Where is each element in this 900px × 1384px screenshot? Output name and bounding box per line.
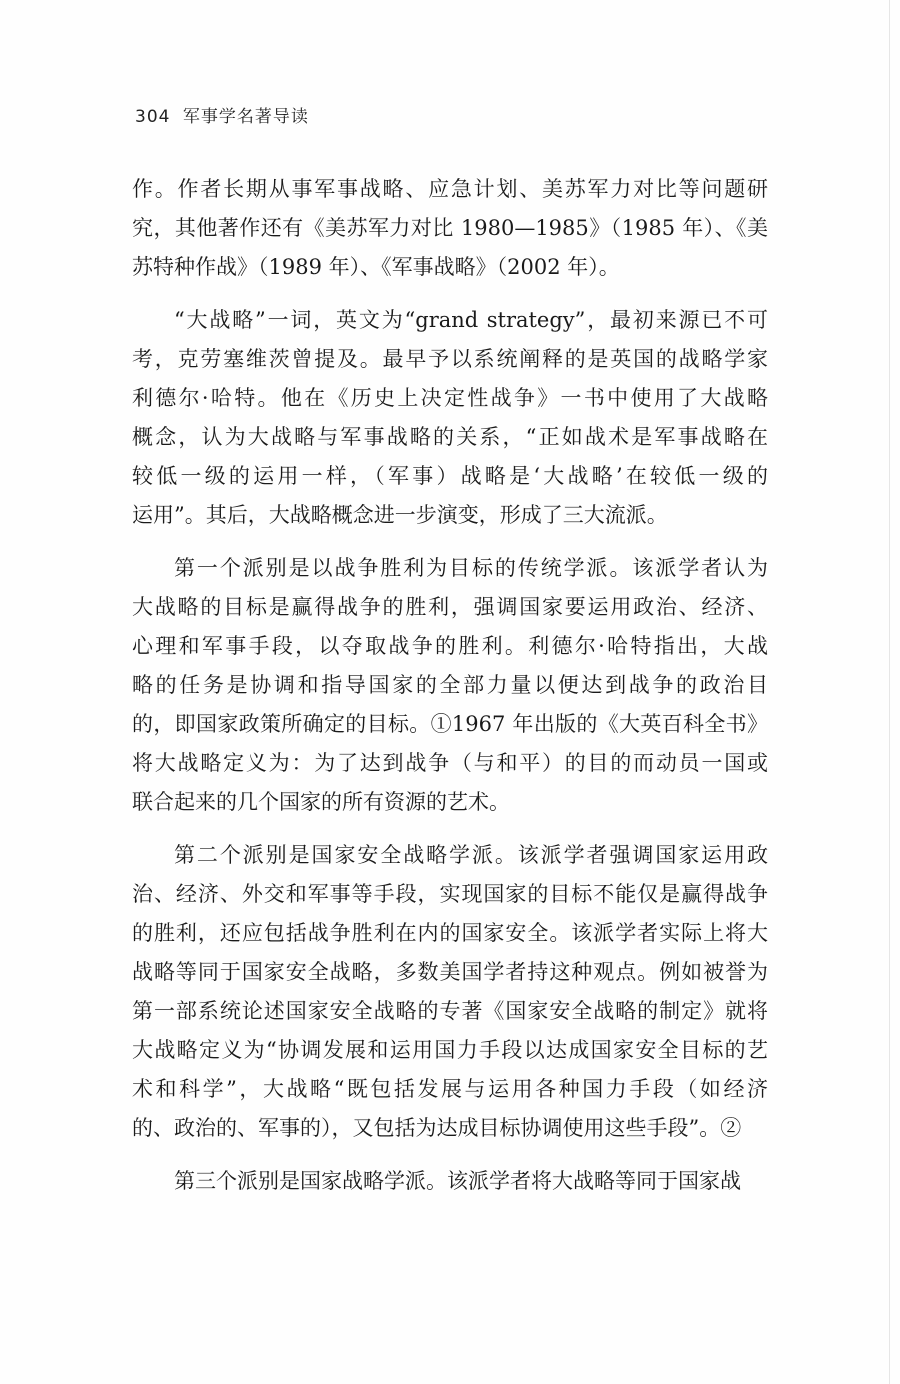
text-line: 术和科学”，大战略“既包括发展与运用各种国力手段（如经济 <box>132 1077 768 1101</box>
page-edge-divider <box>889 0 890 1384</box>
text-line: 联合起来的几个国家的所有资源的艺术。 <box>132 790 510 814</box>
text-line: “大战略”一词，英文为“grand strategy”，最初来源已不可 <box>174 308 768 332</box>
running-head <box>135 102 309 127</box>
text-line: 苏特种作战》（1989 年）、《军事战略》（2002 年）。 <box>132 255 620 279</box>
paragraph-5 <box>132 1162 768 1201</box>
text-line: 的，即国家政策所确定的目标。①1967 年出版的《大英百科全书》 <box>132 712 768 736</box>
text-line: 运用”。其后，大战略概念进一步演变，形成了三大流派。 <box>132 503 668 527</box>
text-line: 究，其他著作还有《美苏军力对比 1980—1985》（1985 年）、《美 <box>132 216 768 240</box>
text-line: 利德尔·哈特。他在《历史上决定性战争》一书中使用了大战略 <box>132 386 768 410</box>
text-line: 大战略的目标是赢得战争的胜利，强调国家要运用政治、经济、 <box>132 595 768 619</box>
text-line: 第二个派别是国家安全战略学派。该派学者强调国家运用政 <box>174 843 768 867</box>
text-line: 战略等同于国家安全战略，多数美国学者持这种观点。例如被誉为 <box>132 960 768 984</box>
text-line: 治、经济、外交和军事等手段，实现国家的目标不能仅是赢得战争 <box>132 882 768 906</box>
text-line: 第三个派别是国家战略学派。该派学者将大战略等同于国家战 <box>174 1169 741 1193</box>
body-text <box>132 170 768 1201</box>
text-line: 略的任务是协调和指导国家的全部力量以便达到战争的政治目 <box>132 673 768 697</box>
page-number: 304 <box>135 107 171 127</box>
text-line: 大战略定义为“协调发展和运用国力手段以达成国家安全目标的艺 <box>132 1038 768 1062</box>
text-line: 心理和军事手段，以夺取战争的胜利。利德尔·哈特指出，大战 <box>132 634 768 658</box>
paragraph-3 <box>132 549 768 822</box>
book-title: 军事学名著导读 <box>182 107 309 127</box>
paragraph-2 <box>132 301 768 535</box>
text-line: 的胜利，还应包括战争胜利在内的国家安全。该派学者实际上将大 <box>132 921 768 945</box>
text-line: 将大战略定义为：为了达到战争（与和平）的目的而动员一国或 <box>132 751 768 775</box>
text-line: 作。作者长期从事军事战略、应急计划、美苏军力对比等问题研 <box>132 177 768 201</box>
text-line: 考，克劳塞维茨曾提及。最早予以系统阐释的是英国的战略学家 <box>132 347 768 371</box>
text-line: 较低一级的运用一样，（军事）战略是‘大战略’在较低一级的 <box>132 464 768 488</box>
paragraph-1 <box>132 170 768 287</box>
text-line: 第一部系统论述国家安全战略的专著《国家安全战略的制定》就将 <box>132 999 768 1023</box>
text-line: 第一个派别是以战争胜利为目标的传统学派。该派学者认为 <box>174 556 768 580</box>
text-line: 概念，认为大战略与军事战略的关系，“正如战术是军事战略在 <box>132 425 768 449</box>
paragraph-4 <box>132 836 768 1148</box>
text-line: 的、政治的、军事的），又包括为达成目标协调使用这些手段”。② <box>132 1116 742 1140</box>
